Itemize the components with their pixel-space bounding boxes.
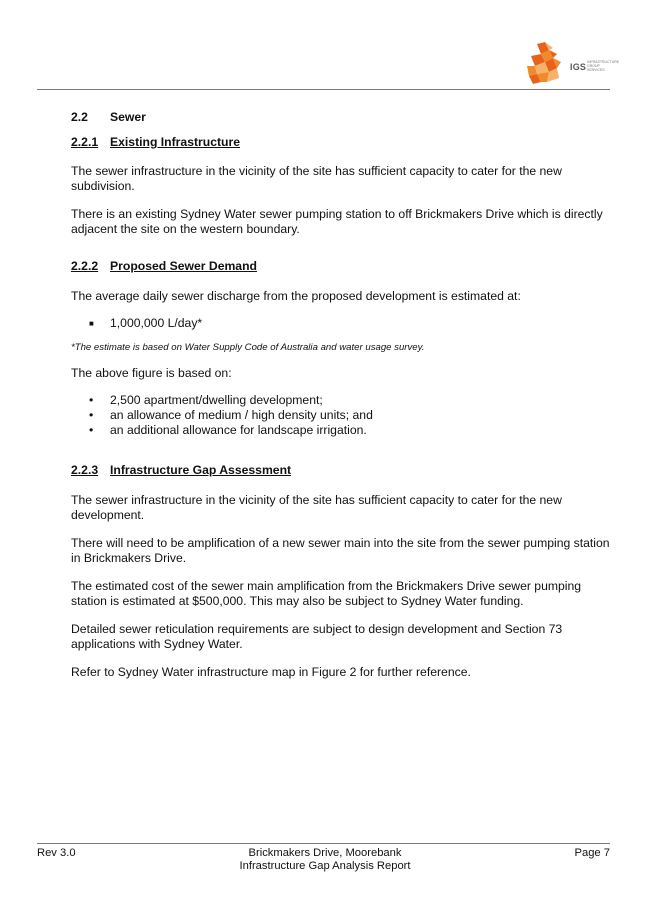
subsection-title: Proposed Sewer Demand bbox=[110, 259, 257, 273]
subsection-title: Existing Infrastructure bbox=[110, 135, 241, 149]
logo-tagline: INFRASTRUCTURE GROUP SERVICES bbox=[587, 60, 620, 72]
estimate-footnote: *The estimate is based on Water Supply Code of Australia and water usage survey. bbox=[71, 342, 425, 353]
square-bullet-icon: ■ bbox=[89, 319, 94, 328]
subsection-number: 2.2.3 bbox=[71, 463, 99, 477]
page-header bbox=[0, 0, 653, 92]
paragraph: There will need to be amplification of a new sewer main into the site from the sewer pumping station in Brickmakers Drive. bbox=[71, 536, 610, 565]
paragraph: The sewer infrastructure in the vicinity of the site has sufficient capacity to cater for the new subdivision. bbox=[71, 164, 562, 193]
basis-list bbox=[71, 393, 616, 438]
list-item bbox=[71, 316, 616, 331]
footer-page-number: Page 7 bbox=[574, 847, 610, 859]
paragraph: The sewer infrastructure in the vicinity of the site has sufficient capacity to cater for the new development. bbox=[71, 493, 562, 522]
subsection-title: Infrastructure Gap Assessment bbox=[110, 463, 292, 477]
list-item-text: an additional allowance for landscape irrigation. bbox=[110, 423, 367, 437]
subsection-number: 2.2.1 bbox=[71, 135, 99, 149]
section-title: Sewer bbox=[110, 110, 146, 124]
subsection-number: 2.2.2 bbox=[71, 259, 99, 273]
paragraph: The average daily sewer discharge from the proposed development is estimated at: bbox=[71, 289, 521, 303]
subsection-heading-existing bbox=[71, 135, 616, 150]
paragraph: Detailed sewer reticulation requirements are subject to design development and Section 73 applications with Sydney Water. bbox=[71, 622, 563, 651]
list-item-text: 2,500 apartment/dwelling development; bbox=[110, 393, 323, 407]
estimate-value: 1,000,000 L/day* bbox=[110, 316, 203, 330]
subsection-heading-gap bbox=[71, 463, 616, 478]
bullet-icon: • bbox=[89, 393, 94, 407]
bullet-icon: • bbox=[89, 423, 94, 437]
logo-text: IGS bbox=[570, 62, 587, 72]
footer-revision: Rev 3.0 bbox=[37, 847, 76, 859]
footer-line1: Brickmakers Drive, Moorebank bbox=[248, 847, 402, 859]
paragraph: The above figure is based on: bbox=[71, 366, 232, 380]
subsection-heading-demand bbox=[71, 259, 616, 274]
bullet-icon: • bbox=[89, 408, 94, 422]
main-content bbox=[71, 110, 616, 680]
paragraph: Refer to Sydney Water infrastructure map in Figure 2 for further reference. bbox=[71, 665, 471, 679]
section-heading bbox=[71, 110, 616, 125]
footer-divider bbox=[37, 843, 610, 844]
footer-title bbox=[180, 847, 470, 873]
header-divider bbox=[37, 89, 610, 90]
estimate-list bbox=[71, 316, 616, 331]
list-item bbox=[71, 423, 616, 438]
paragraph: The estimated cost of the sewer main amplification from the Brickmakers Drive sewer pumping station is estimated at $500,000. This may also be subject to Sydney Water funding. bbox=[71, 579, 582, 608]
list-item bbox=[71, 408, 616, 423]
list-item bbox=[71, 393, 616, 408]
list-item-text: an allowance of medium / high density units; and bbox=[110, 408, 373, 422]
section-number: 2.2 bbox=[71, 110, 88, 124]
paragraph: There is an existing Sydney Water sewer pumping station to off Brickmakers Drive which is directly adjacent the site on the western boundary. bbox=[71, 207, 603, 236]
footer-line2: Infrastructure Gap Analysis Report bbox=[239, 860, 411, 872]
